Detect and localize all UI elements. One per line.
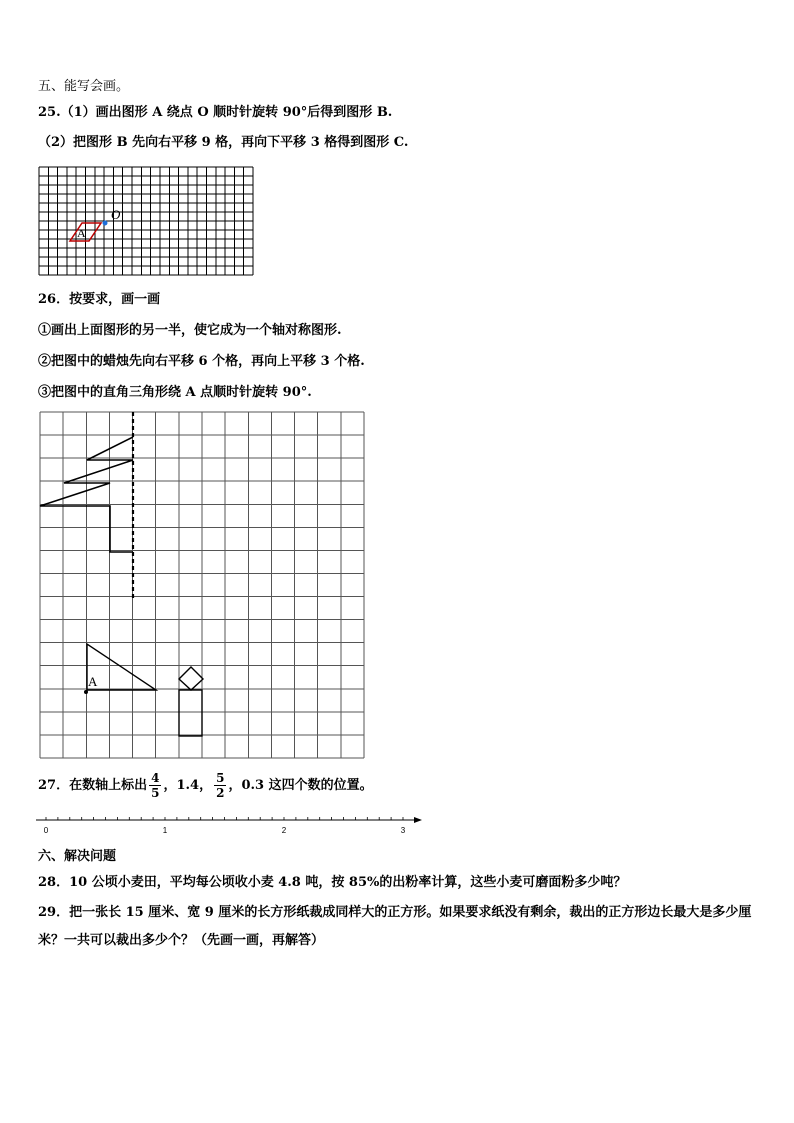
point-o: [103, 221, 108, 226]
point-o-label: O: [111, 207, 121, 222]
frac2-num: 5: [216, 771, 225, 785]
q29-text: 29．把一张长 15 厘米、宽 9 厘米的长方形纸裁成同样大的正方形。如果要求纸没有剩余，裁出的正方形边长最大是多少厘米？一共可以裁出多少个？（先画一画，再解答）: [38, 905, 752, 948]
number-line: [36, 812, 426, 840]
q25-part2: （2）把图形 B 先向右平移 9 格，再向下平移 3 格得到图形 C.: [38, 135, 409, 150]
frac2-den: 2: [216, 786, 225, 800]
axis-tick-label: 0: [43, 826, 49, 835]
q27-suffix: ，0.3 这四个数的位置。: [228, 778, 373, 793]
section-6-title: 六、解决问题: [38, 849, 117, 864]
q26-grid: [40, 412, 364, 758]
fraction-5-2: [214, 771, 226, 800]
triangle-point-a: [84, 690, 88, 694]
axis-tick-label: 2: [281, 826, 287, 835]
q25-grid: [39, 167, 253, 275]
axis-tick-label: 3: [400, 826, 406, 835]
q27-mid: ，1.4，: [163, 778, 213, 793]
candle-body: [179, 690, 202, 736]
candle-flame: [179, 667, 203, 690]
q25-part1: 25.（1）画出图形 A 绕点 O 顺时针旋转 90°后得到图形 B.: [38, 105, 393, 120]
fraction-4-5: [149, 771, 161, 800]
q27-text: [38, 768, 373, 804]
frac1-num: 4: [151, 771, 160, 785]
q26-item2: ②把图中的蜡烛先向右平移 6 个格，再向上平移 3 个格.: [38, 354, 365, 369]
triangle-point-a-label: A: [88, 674, 98, 689]
axis-tick-label: 1: [162, 826, 168, 835]
frac1-den: 5: [151, 786, 160, 800]
q27-prefix: 27．在数轴上标出: [38, 778, 148, 793]
section-5-title: 五、能写会画。: [38, 79, 130, 94]
q26-item1: ①画出上面图形的另一半，使它成为一个轴对称图形.: [38, 323, 342, 338]
figure-a-label: A: [77, 226, 86, 240]
q26-title: 26．按要求，画一画: [38, 292, 161, 307]
q28-text: 28．10 公顷小麦田，平均每公顷收小麦 4.8 吨，按 85%的出粉率计算，这些小麦可磨面粉多少吨？: [38, 875, 627, 890]
q26-item3: ③把图中的直角三角形绕 A 点顺时针旋转 90°.: [38, 385, 312, 400]
